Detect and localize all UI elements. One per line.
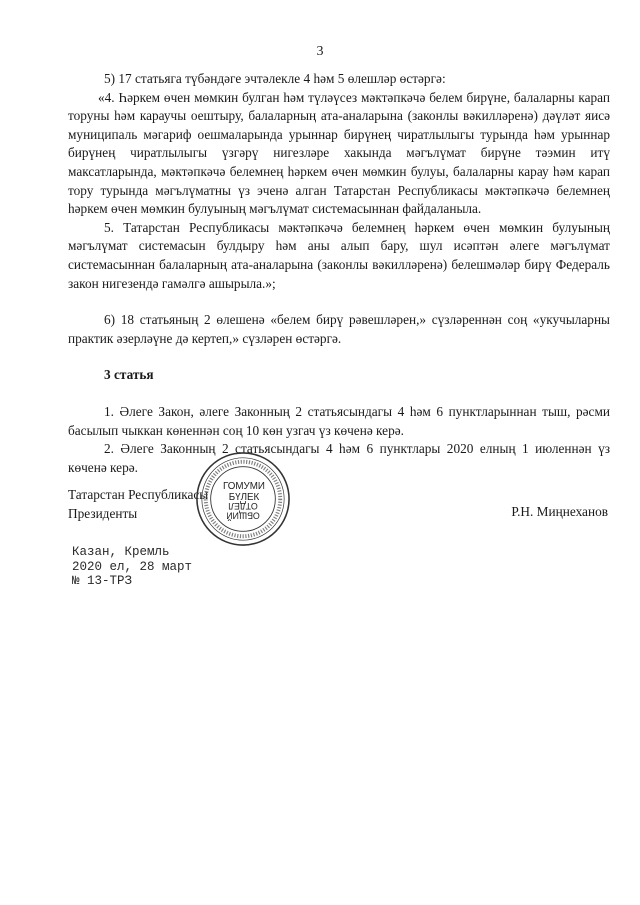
seal-text-middle: БҮЛЕК [228, 491, 260, 503]
paragraph-amendment-5: 5) 17 статьяга түбәндәге эчтәлекле 4 һәм 5 өлешләр өстәргә: [104, 71, 446, 86]
paragraph-amendment-6: 6) 18 статьяның 2 өлешенә «белем бирү рәвешләрен,» сүзләреннән соң «укучыларны практик әзерләүне дә кертеп,» сүзләрен өстәргә. [68, 312, 610, 346]
signature-name: Р.Н. Миңнеханов [511, 504, 608, 519]
document-number: № 13-ТРЗ [72, 574, 133, 588]
paragraph-part-4: «4. Һәркем өчен мөмкин булган һәм түләүсез мәктәпкәчә белем бирүне, балаларны карап торуны һәм караучы оештыру, балаларның ата-аналарына (законлы вәкилләренә) дәүләт яисә муниципаль мәгариф оешмаларында урыннар бирүнең чиратлылыгы турында һәм урыннар бирүнең чиратлылыгы үзгәрү нигезләре хакында мәгълүмат бирүне тәэмин итү максатларында, мәктәпкәчә белемнең һәркем өчен мөмкин булуы, балаларны карау һәм карап тору турында мәгълүматны үз эченә алган Татарстан Республикасы мәктәпкәчә белемнең һәркем өчен мөмкин булуының мәгълүмат системасыннан файдаланыла. [68, 89, 610, 217]
seal-text-bottom-2: ОТДЕЛ [228, 500, 258, 511]
article-heading: 3 статья [104, 367, 154, 383]
article-item-1: 1. Әлеге Закон, әлеге Законның 2 статьясындагы 4 һәм 6 пунктларыннан тыш, рәсми басылып чыккан көненнән соң 10 көн узгач үз көченә керә. [68, 403, 610, 438]
document-body [68, 70, 610, 477]
place-date-block [72, 545, 192, 589]
document-date: 2020 ел, 28 март [72, 559, 193, 574]
seal-text-top: ГОМУМИ [222, 481, 265, 493]
document-place: Казан, Кремль [72, 545, 170, 559]
signature-title-line1: Татарстан Республикасы [68, 487, 209, 502]
seal-text-bottom-1: ОБЩИЙ [226, 510, 260, 521]
page-number: 3 [316, 44, 324, 59]
signature-title [68, 486, 208, 523]
paragraph-part-5: 5. Татарстан Республикасы мәктәпкәчә белемнең һәркем өчен мөмкин булуының мәгълүмат системасын булдыру һәм аны алып бару, шул исәптән әлеге мәгълүмат системасыннан балаларның ата-аналарына (законлы вәкилләренә) белешмәләр бирү Федераль закон нигезендә гамәлгә ашырыла.»; [68, 219, 610, 291]
signature-title-line2: Президенты [68, 505, 138, 521]
official-seal-stamp [194, 450, 292, 548]
article-item-2: 2. Әлеге Законның 2 статьясындагы 4 һәм 6 пунктлары 2020 елның 1 июленнән үз көченә керә. [68, 441, 610, 475]
